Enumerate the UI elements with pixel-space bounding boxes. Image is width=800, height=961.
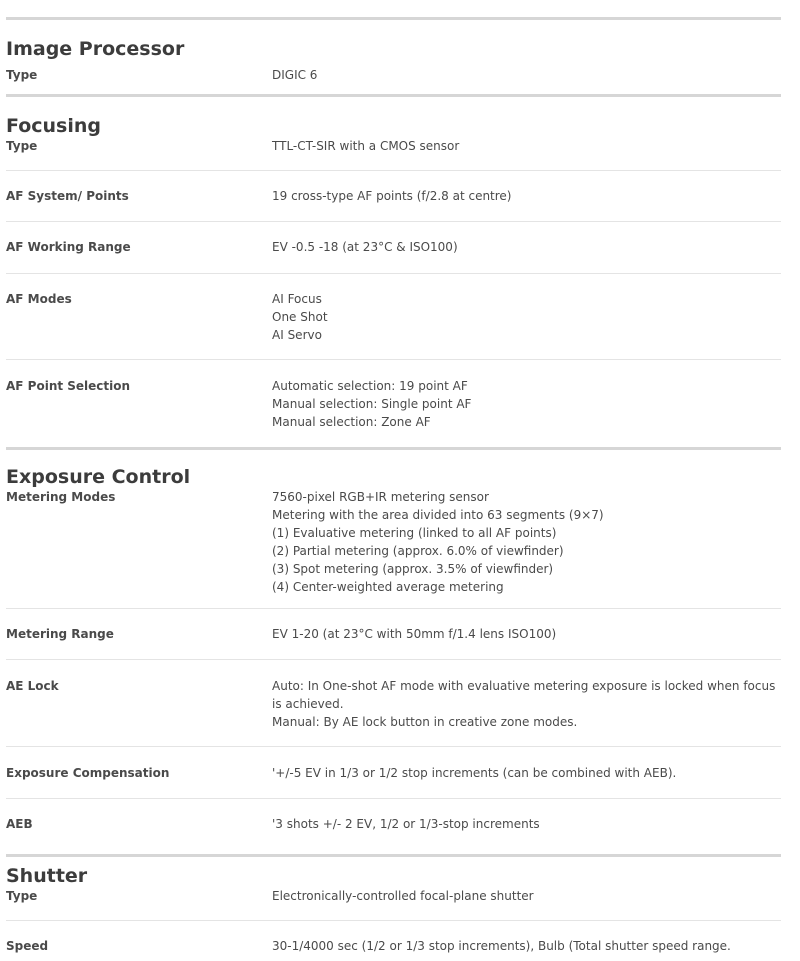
spec-value: '+/-5 EV in 1/3 or 1/2 stop increments (can be combined with AEB). <box>272 766 677 780</box>
spec-row <box>6 360 781 447</box>
section-shutter <box>6 854 781 961</box>
spec-label: AF System/ Points <box>6 189 129 203</box>
section-title: Shutter <box>6 865 88 887</box>
spec-row <box>6 274 781 360</box>
spec-label: Type <box>6 68 38 82</box>
spec-row <box>6 660 781 747</box>
section-exposure-control <box>6 447 781 854</box>
spec-value: AI Focus One Shot AI Servo <box>272 292 328 342</box>
spec-row <box>6 609 781 660</box>
spec-label: Speed <box>6 939 49 953</box>
spec-value: EV -0.5 -18 (at 23°C & ISO100) <box>272 240 458 254</box>
spec-value: 7560-pixel RGB+IR metering sensor Metering with the area divided into 63 segments (9×7) (1) Evaluative metering (linked to all AF points) (2) Partial metering (approx. 6.0% of viewfinder) (3) Spot metering (approx. 3.5% of viewfinder) (4) Center-weighted average metering <box>272 490 604 594</box>
spec-row <box>6 747 781 799</box>
spec-row <box>6 137 781 171</box>
spec-label: Metering Modes <box>6 490 116 504</box>
section-title: Focusing <box>6 115 101 137</box>
spec-value: TTL-CT-SIR with a CMOS sensor <box>272 139 460 153</box>
spec-label: Metering Range <box>6 627 114 641</box>
section-image-processor <box>6 17 781 94</box>
spec-label: Type <box>6 889 38 903</box>
spec-label: AE Lock <box>6 679 59 693</box>
spec-row <box>6 488 781 609</box>
spec-row <box>6 921 781 961</box>
spec-label: Type <box>6 139 38 153</box>
spec-value: Auto: In One-shot AF mode with evaluative metering exposure is locked when focus is achieved. Manual: By AE lock button in creative zone modes. <box>272 679 776 729</box>
spec-value: EV 1-20 (at 23°C with 50mm f/1.4 lens ISO100) <box>272 627 557 641</box>
spec-row <box>6 799 781 854</box>
section-title: Image Processor <box>6 38 185 60</box>
spec-value: Automatic selection: 19 point AF Manual selection: Single point AF Manual selection: Zone AF <box>272 379 472 429</box>
spec-label: AF Modes <box>6 292 72 306</box>
spec-row <box>6 222 781 274</box>
spec-row <box>6 171 781 222</box>
spec-value: 30-1/4000 sec (1/2 or 1/3 stop increments), Bulb (Total shutter speed range. <box>272 939 731 953</box>
spec-value: Electronically-controlled focal-plane shutter <box>272 889 534 903</box>
spec-row <box>6 66 781 94</box>
spec-row <box>6 887 781 921</box>
spec-label: AF Point Selection <box>6 379 131 393</box>
section-title: Exposure Control <box>6 466 191 488</box>
spec-label: AEB <box>6 817 33 831</box>
section-focusing <box>6 94 781 447</box>
spec-value: '3 shots +/- 2 EV, 1/2 or 1/3-stop increments <box>272 817 540 831</box>
spec-table <box>6 17 781 961</box>
spec-label: AF Working Range <box>6 240 131 254</box>
spec-value: DIGIC 6 <box>272 68 318 82</box>
spec-value: 19 cross-type AF points (f/2.8 at centre) <box>272 189 512 203</box>
spec-label: Exposure Compensation <box>6 766 170 780</box>
